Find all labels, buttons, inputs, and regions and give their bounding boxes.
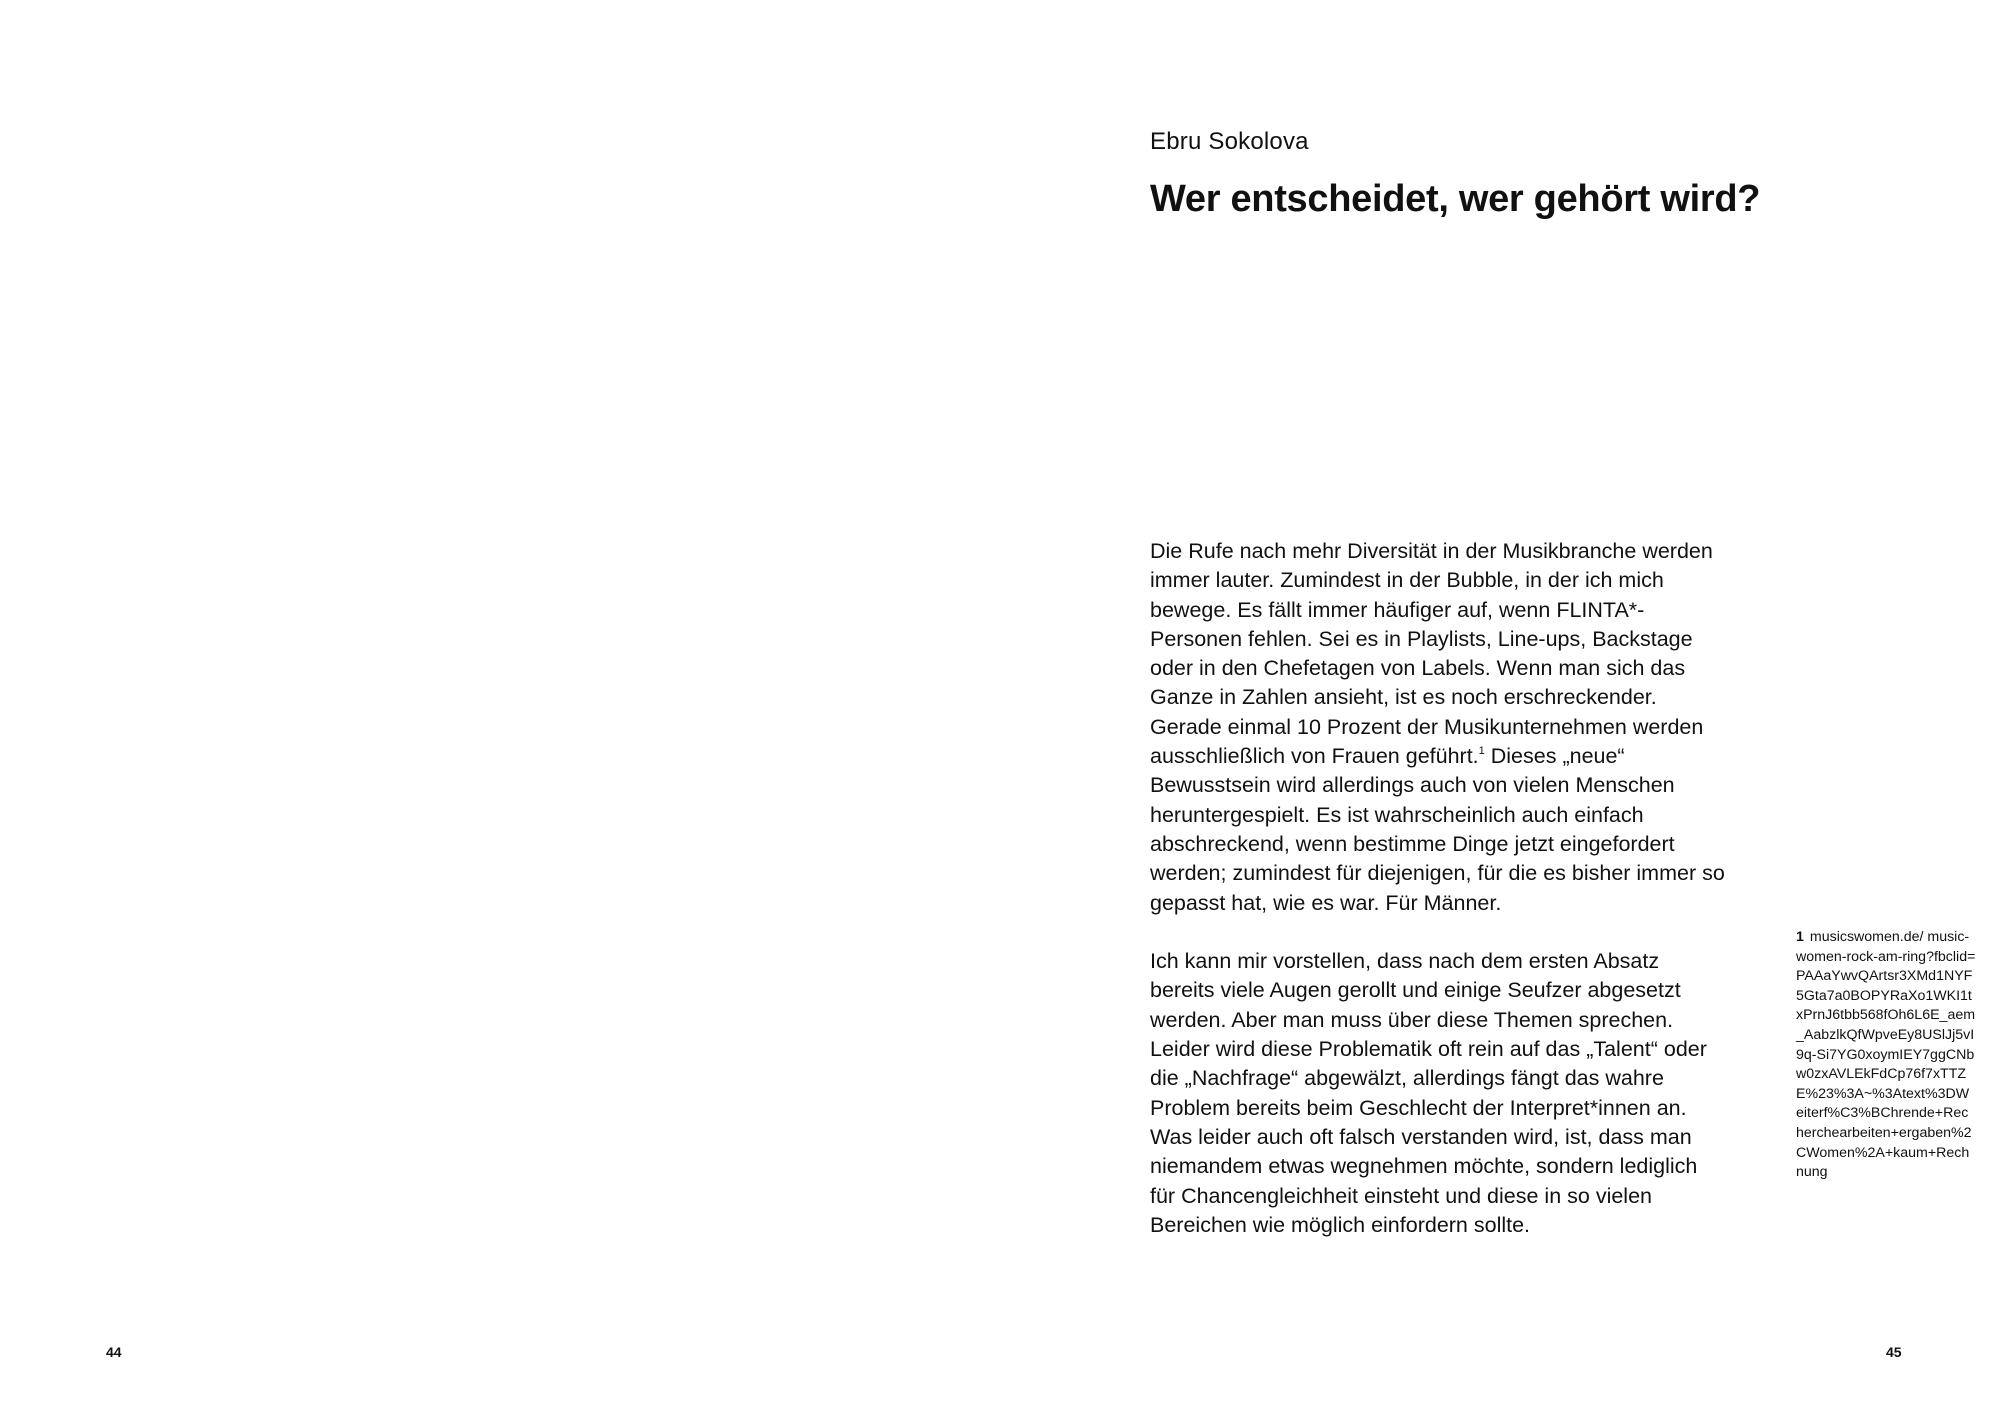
paragraph-1-text-a: Die Rufe nach mehr Diversität in der Musikbranche werden immer lauter. Zumindest in der Bubble, in der ich mich bewege. Es fällt immer häufiger auf, wenn FLINTA*-Personen fehlen. Sei es in Playlists, Line-ups, Backstage oder in den Chefetagen von Labels. Wenn man sich das Ganze in Zahlen ansieht, ist es noch erschreckender. Gerade einmal 10 Prozent der Musikunternehmen werden ausschließlich von Frauen geführt. (1150, 539, 1713, 769)
article-title: Wer entscheidet, wer gehört wird? (1150, 178, 1761, 220)
author-name: Ebru Sokolova (1150, 128, 1309, 155)
footnote-reference: 1 (1478, 745, 1485, 758)
paragraph-2: Ich kann mir vorstellen, dass nach dem ersten Absatz bereits viele Augen gerollt und einige Seufzer abgesetzt werden. Aber man muss über diese Themen sprechen. Leider wird diese Problematik oft rein auf das „Talent“ oder die „Nachfrage“ abgewälzt, allerdings fängt das wahre Problem bereits beim Geschlecht der Interpret*innen an. Was leider auch oft falsch verstanden wird, ist, dass man niemandem etwas wegnehmen möchte, sondern lediglich für Chancengleichheit einsteht und diese in so vielen Bereichen wie möglich einfordern sollte. (1150, 949, 1707, 1237)
footnote-number: 1 (1796, 929, 1804, 945)
article-body (1150, 537, 1728, 1269)
paragraph-1-text-b: Dieses „neue“ Bewusstsein wird allerdings auch von vielen Menschen heruntergespielt. Es ist wahrscheinlich auch einfach abschreckend, wenn bestimme Dinge jetzt eingefordert werden; zumindest für diejenigen, für die es bisher immer so gepasst hat, wie es war. Für Männer. (1150, 744, 1725, 915)
page-number-right: 45 (1886, 1344, 1902, 1360)
footnote-url: musicswomen.de/ music-women-rock-am-ring?fbclid=PAAaYwvQArtsr3XMd1NYF5Gta7a0BOPYRaXo1WKI1txPrnJ6tbb568fOh6L6E_aem_AabzlkQfWpveEy8USlJj5vI9q-Si7YG0xoymIEY7ggCNbw0zxAVLEkFdCp76f7xTTZE%23%3A~%3Atext%3DWeiterf%C3%BChrende+Recherchearbeiten+ergaben%2CWomen%2A+kaum+Rechnung (1796, 929, 1976, 1181)
footnote (1796, 928, 1976, 1183)
page-number-left: 44 (106, 1344, 122, 1360)
right-page (1000, 0, 2000, 1412)
paragraph-1 (1150, 537, 1728, 918)
